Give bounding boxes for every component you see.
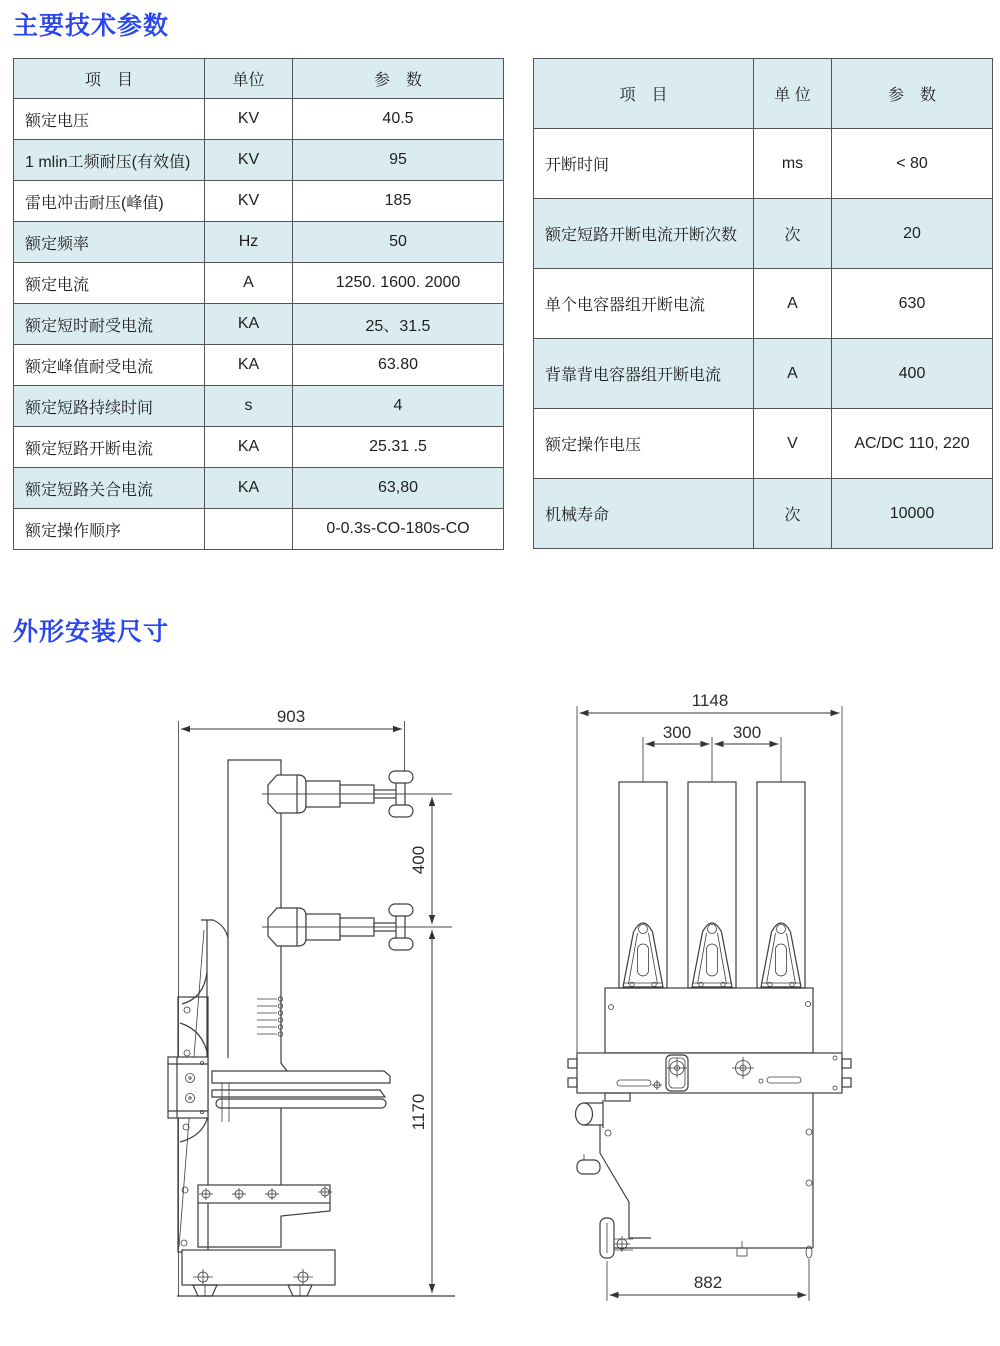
param-value-cell: 95 [293, 140, 504, 181]
param-item-cell: 额定短路开断电流开断次数 [534, 199, 754, 269]
table-row [14, 140, 504, 181]
outline-drawing-canvas [0, 655, 1000, 1346]
table-row [534, 409, 993, 479]
pole-bracket [692, 923, 732, 987]
header-unit: 单 位 [754, 59, 832, 129]
table-row [14, 263, 504, 304]
dim-300-left-label: 300 [662, 723, 692, 742]
header-value: 参 数 [293, 59, 504, 99]
param-unit-cell: KA [205, 304, 293, 345]
dim-903-label: 903 [276, 707, 306, 726]
contact-spring [257, 997, 283, 1036]
param-item-cell: 额定操作电压 [534, 409, 754, 479]
param-unit-cell: KV [205, 181, 293, 222]
table-row [534, 339, 993, 409]
param-value-cell: 40.5 [293, 99, 504, 140]
section-title-parameters: 主要技术参数 [13, 12, 170, 40]
param-item-cell: 额定频率 [14, 222, 205, 263]
param-value-cell: 0-0.3s-CO-180s-CO [293, 509, 504, 550]
param-item-cell: 额定电压 [14, 99, 205, 140]
param-value-cell: < 80 [832, 129, 993, 199]
parameters-table-right [533, 58, 993, 549]
param-unit-cell: A [754, 339, 832, 409]
param-item-cell: 额定短路关合电流 [14, 468, 205, 509]
param-value-cell: 630 [832, 269, 993, 339]
param-value-cell: 10000 [832, 479, 993, 549]
param-item-cell: 背靠背电容器组开断电流 [534, 339, 754, 409]
header-unit: 单位 [205, 59, 293, 99]
param-item-cell: 额定短路持续时间 [14, 386, 205, 427]
table-header-row [14, 59, 504, 99]
table-row [14, 99, 504, 140]
param-value-cell: 63.80 [293, 345, 504, 386]
table-row [14, 345, 504, 386]
param-unit-cell: Hz [205, 222, 293, 263]
table-row [534, 479, 993, 549]
table-row [14, 386, 504, 427]
param-value-cell: AC/DC 110, 220 [832, 409, 993, 479]
param-value-cell: 50 [293, 222, 504, 263]
header-value: 参 数 [832, 59, 993, 129]
table-header-row [534, 59, 993, 129]
param-item-cell: 雷电冲击耐压(峰值) [14, 181, 205, 222]
param-item-cell: 额定峰值耐受电流 [14, 345, 205, 386]
param-unit-cell: KA [205, 345, 293, 386]
dim-400-label: 400 [409, 845, 428, 875]
param-item-cell: 1 mlin工频耐压(有效值) [14, 140, 205, 181]
table-row [14, 222, 504, 263]
param-unit-cell: KV [205, 140, 293, 181]
param-item-cell: 额定短路开断电流 [14, 427, 205, 468]
param-value-cell: 185 [293, 181, 504, 222]
parameters-table-left [13, 58, 504, 550]
table-row [14, 468, 504, 509]
param-unit-cell: KA [205, 468, 293, 509]
param-unit-cell: KA [205, 427, 293, 468]
pole-bracket [623, 923, 663, 987]
param-item-cell: 单个电容器组开断电流 [534, 269, 754, 339]
header-item: 项 目 [14, 59, 205, 99]
param-item-cell: 额定操作顺序 [14, 509, 205, 550]
param-value-cell: 1250. 1600. 2000 [293, 263, 504, 304]
pole-bracket [761, 923, 801, 987]
dim-300-right-label: 300 [732, 723, 762, 742]
param-unit-cell: ms [754, 129, 832, 199]
param-value-cell: 25.31 .5 [293, 427, 504, 468]
param-unit-cell: A [205, 263, 293, 304]
table-row [534, 269, 993, 339]
param-item-cell: 机械寿命 [534, 479, 754, 549]
param-value-cell: 400 [832, 339, 993, 409]
param-unit-cell: 次 [754, 479, 832, 549]
side-view-drawing [168, 707, 455, 1296]
param-item-cell: 额定短时耐受电流 [14, 304, 205, 345]
param-unit-cell: A [754, 269, 832, 339]
table-row [14, 427, 504, 468]
param-unit-cell: V [754, 409, 832, 479]
param-unit-cell: s [205, 386, 293, 427]
table-row [14, 509, 504, 550]
param-value-cell: 4 [293, 386, 504, 427]
param-value-cell: 20 [832, 199, 993, 269]
dim-1170-label: 1170 [409, 1093, 428, 1131]
param-item-cell: 额定电流 [14, 263, 205, 304]
dim-882-label: 882 [693, 1273, 723, 1292]
dim-1148-label: 1148 [691, 691, 729, 710]
param-value-cell: 25、31.5 [293, 304, 504, 345]
param-unit-cell: 次 [754, 199, 832, 269]
section-title-dimensions: 外形安装尺寸 [13, 618, 170, 646]
param-value-cell: 63,80 [293, 468, 504, 509]
table-row [534, 129, 993, 199]
param-unit-cell: KV [205, 99, 293, 140]
table-row [534, 199, 993, 269]
param-unit-cell [205, 509, 293, 550]
table-row [14, 181, 504, 222]
table-row [14, 304, 504, 345]
param-item-cell: 开断时间 [534, 129, 754, 199]
front-view-drawing [568, 691, 851, 1301]
header-item: 项 目 [534, 59, 754, 129]
